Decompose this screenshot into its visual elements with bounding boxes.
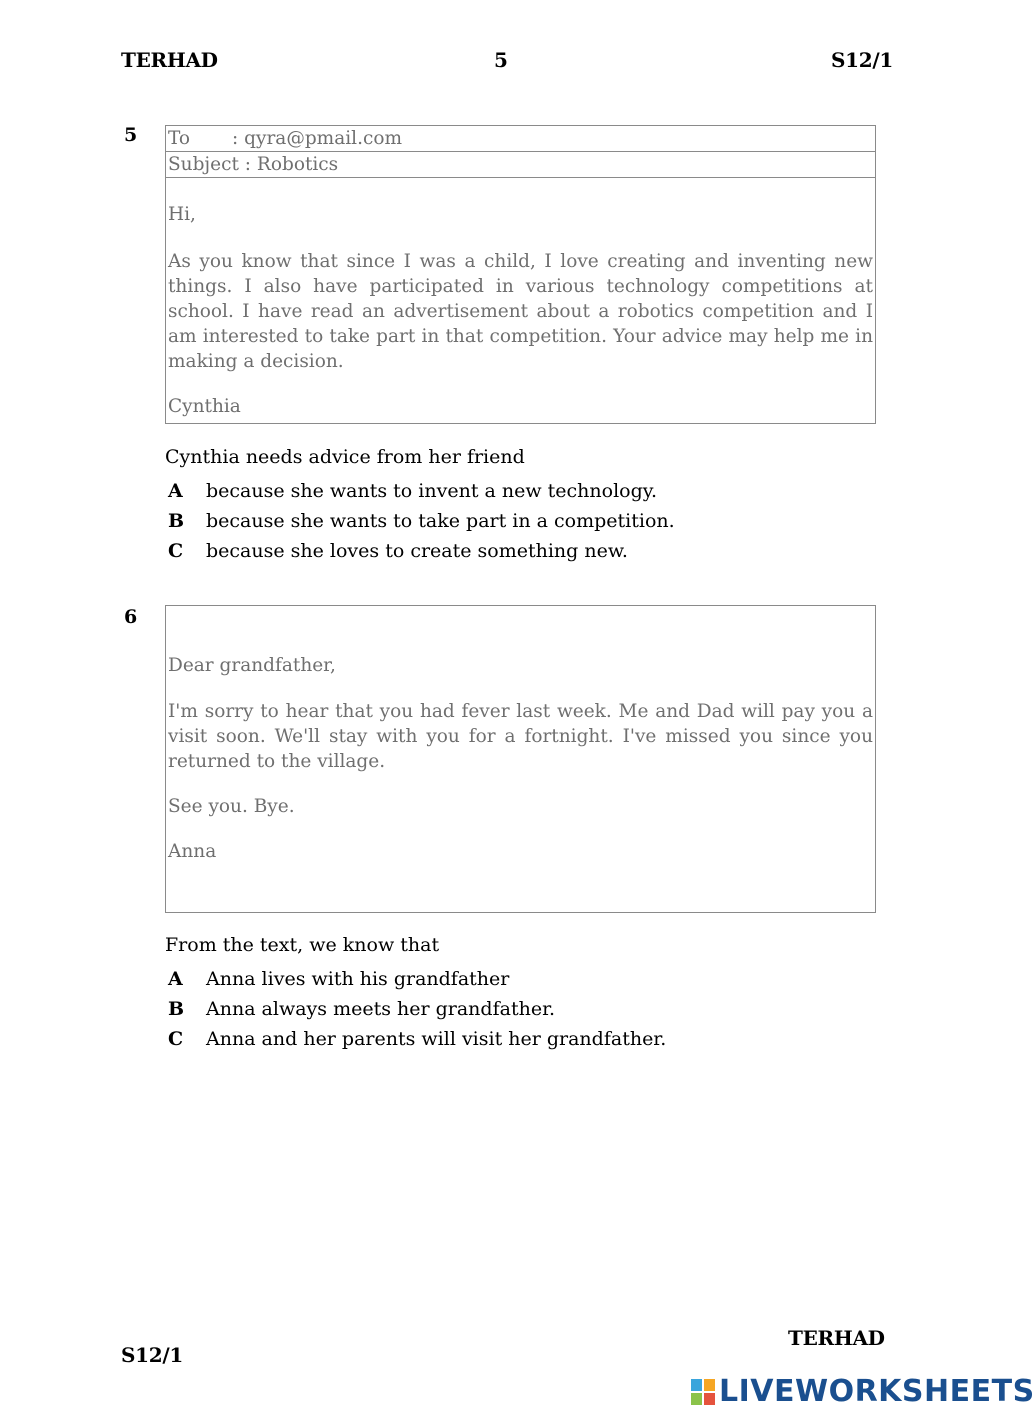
email-subject-row: Subject : Robotics [166,152,875,178]
option-text: because she wants to invent a new technology. [206,480,657,502]
letter-closing: See you. Bye. [168,796,295,817]
option-letter: A [168,968,183,990]
option-letter: C [168,540,184,562]
letter-greeting: Dear grandfather, [168,655,336,676]
footer-right: TERHAD [788,1326,885,1350]
question-6-number: 6 [124,606,138,628]
footer-left: S12/1 [121,1343,183,1367]
option-text: because she wants to take part in a competition. [206,510,675,532]
q6-letter-box [165,605,876,913]
email-greeting: Hi, [168,204,196,225]
email-body: As you know that since I was a child, I love creating and inventing new things. I also have participated in various technology competitions at school. I have read an advertisement about a robotics competition and I am interested to take part in that competition. Your advice may help me in making a decision. [168,251,873,372]
q5-email-box [165,125,876,424]
option-text: because she loves to create something new. [206,540,628,562]
option-text: Anna lives with his grandfather [206,968,510,990]
page-number: 5 [494,48,508,72]
option-text: Anna and her parents will visit her grandfather. [206,1028,667,1050]
email-to-row [166,126,875,152]
liveworksheets-wordmark: LIVEWORKSHEETS [719,1374,1035,1409]
letter-signature: Anna [168,841,217,862]
email-signature: Cynthia [168,396,241,417]
q5-stem: Cynthia needs advice from her friend [165,446,525,468]
option-letter: C [168,1028,184,1050]
q6-stem: From the text, we know that [165,934,440,956]
header-right: S12/1 [831,48,893,72]
liveworksheets-badge-icon [691,1379,715,1405]
option-letter: A [168,480,183,502]
option-text: Anna always meets her grandfather. [206,998,556,1020]
email-to-value: : qyra@pmail.com [232,128,402,149]
option-letter: B [168,998,185,1020]
option-letter: B [168,510,185,532]
email-to-label: To [168,128,191,149]
header-left: TERHAD [121,48,218,72]
question-5-number: 5 [124,124,138,146]
letter-body: I'm sorry to hear that you had fever last week. Me and Dad will pay you a visit soon. We'll stay with you for a fortnight. I've missed you since you returned to the village. [168,701,873,772]
